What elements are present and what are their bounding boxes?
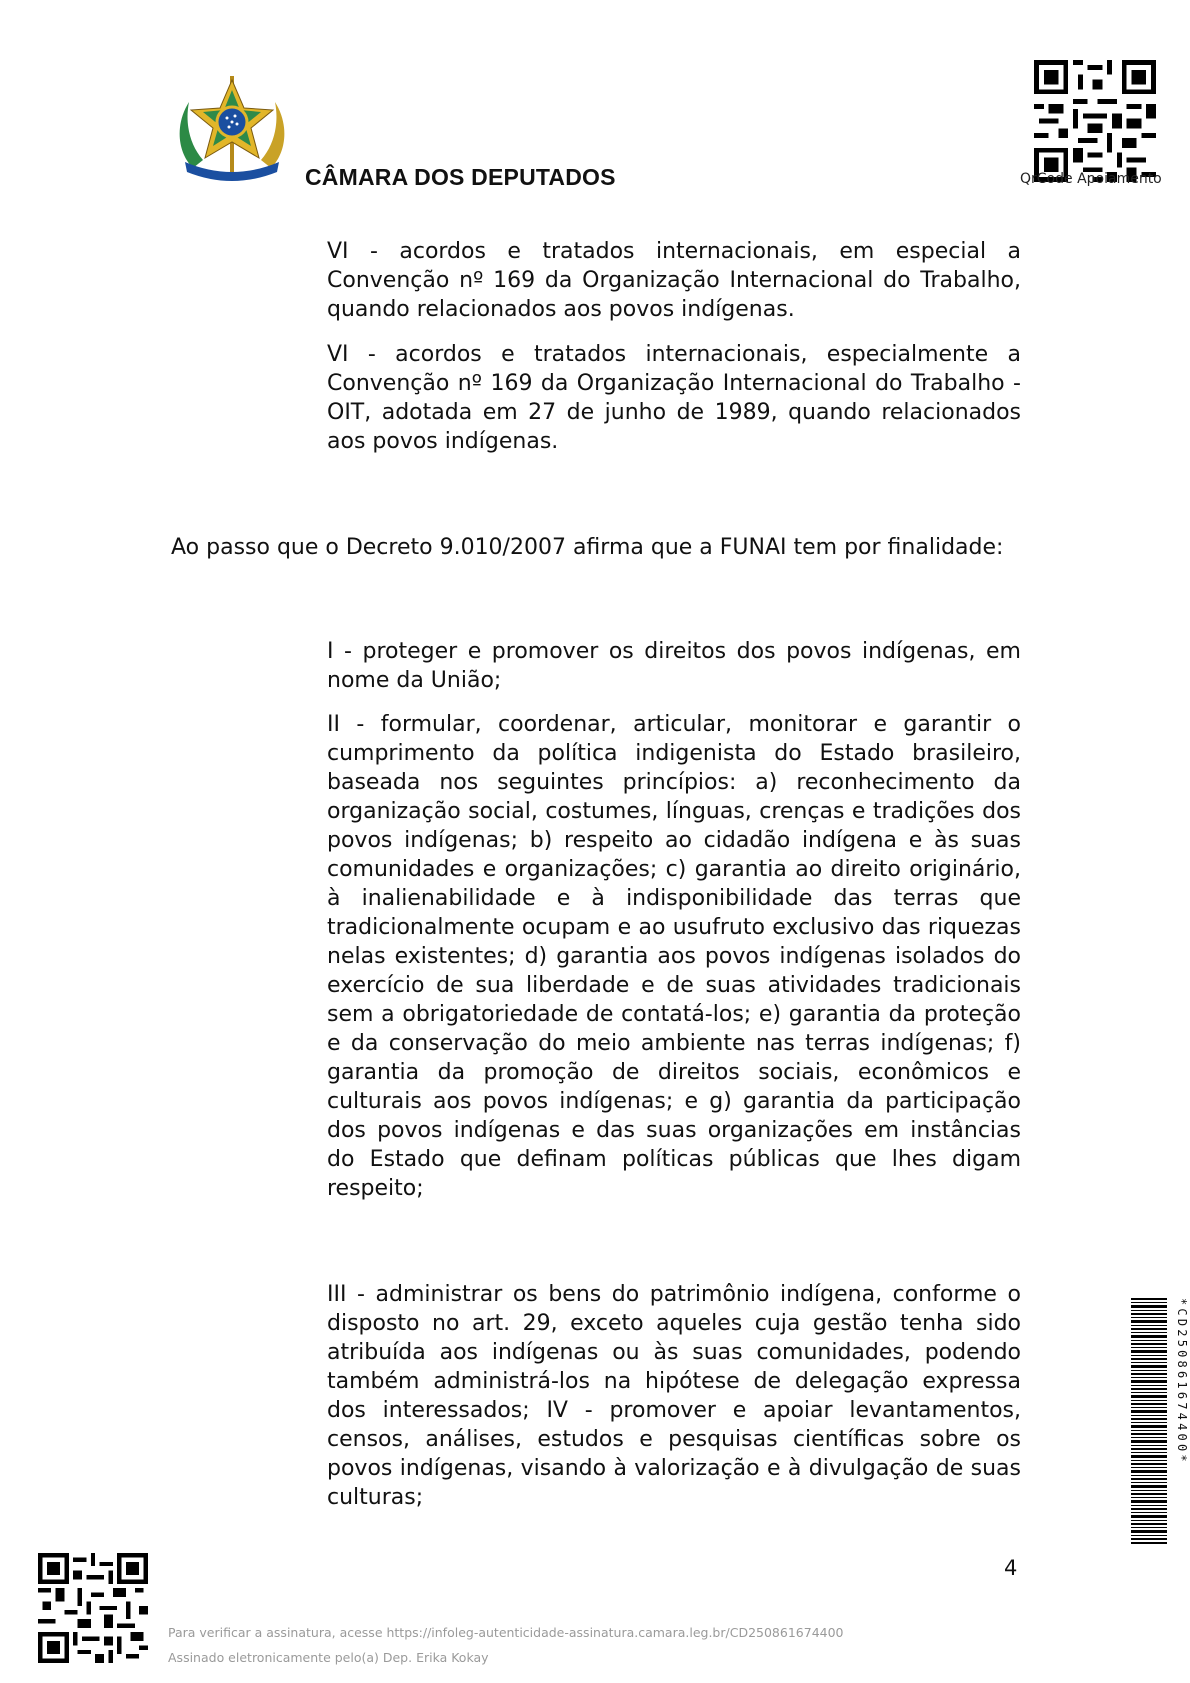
signed-by-text: Assinado eletronicamente pelo(a) Dep. Erika Kokay — [168, 1650, 489, 1665]
quoted-item-vi-amended: VI - acordos e tratados internacionais, especialmente a Convenção nº 169 da Organização Internacional do Trabalho - OIT, adotada em 27 de junho de 1989, quando relacionados aos povos indígenas. — [327, 342, 1021, 454]
quoted-item-vi-original: VI - acordos e tratados internacionais, em especial a Convenção nº 169 da Organização Internacional do Trabalho, quando relacionados aos povos indígenas. — [327, 239, 1021, 322]
quoted-item-ii: II - formular, coordenar, articular, monitorar e garantir o cumprimento da política indigenista do Estado brasileiro, baseada nos seguintes princípios: a) reconhecimento da organização social, costumes, línguas, crenças e tradições dos povos indígenas; b) respeito ao cidadão indígena e às suas comunidades e organizações; c) garantia ao direito originário, à inalienabilidade e à indisponibilidade das terras que tradicionalmente ocupam e ao usufruto exclusivo das riquezas nelas existentes; d) garantia aos povos indígenas isolados do exercício de sua liberdade e de suas atividades tradicionais sem a obrigatoriedade de contatá-los; e) garantia da proteção e da conservação do meio ambiente nas terras indígenas; f) garantia da promoção de direitos sociais, econômicos e culturais aos povos indígenas; e g) garantia da participação dos povos indígenas e das suas organizações em instâncias do Estado que definam políticas públicas que lhes digam respeito; — [327, 712, 1021, 1201]
page-number: 4 — [1004, 1556, 1018, 1580]
qr-caption: QrCode Apoiamento — [1020, 171, 1162, 187]
body-paragraph: Ao passo que o Decreto 9.010/2007 afirma que a FUNAI tem por finalidade: — [171, 535, 1004, 560]
institution-name: CÂMARA DOS DEPUTADOS — [305, 164, 616, 190]
quoted-item-iii-iv: III - administrar os bens do patrimônio indígena, conforme o disposto no art. 29, exceto aqueles cuja gestão tenha sido atribuída aos indígenas ou às suas comunidades, podendo também administrá-los na hipótese de delegação expressa dos interessados; IV - promover e apoiar levantamentos, censos, análises, estudos e pesquisas científicas sobre os povos indígenas, visando à valorização e à divulgação de suas culturas; — [327, 1282, 1021, 1510]
qr-code-icon[interactable] — [1034, 60, 1156, 182]
quoted-item-i: I - proteger e promover os direitos dos povos indígenas, em nome da União; — [327, 639, 1021, 693]
signature-qr-code-icon[interactable] — [38, 1553, 148, 1663]
signature-verification-text: Para verificar a assinatura, acesse https://infoleg-autenticidade-assinatura.camara.leg.br/CD250861674400 — [168, 1625, 844, 1640]
coat-of-arms-icon — [173, 72, 291, 184]
barcode-number: *CD250861674400* — [1175, 1298, 1189, 1465]
barcode-icon — [1131, 1298, 1167, 1544]
